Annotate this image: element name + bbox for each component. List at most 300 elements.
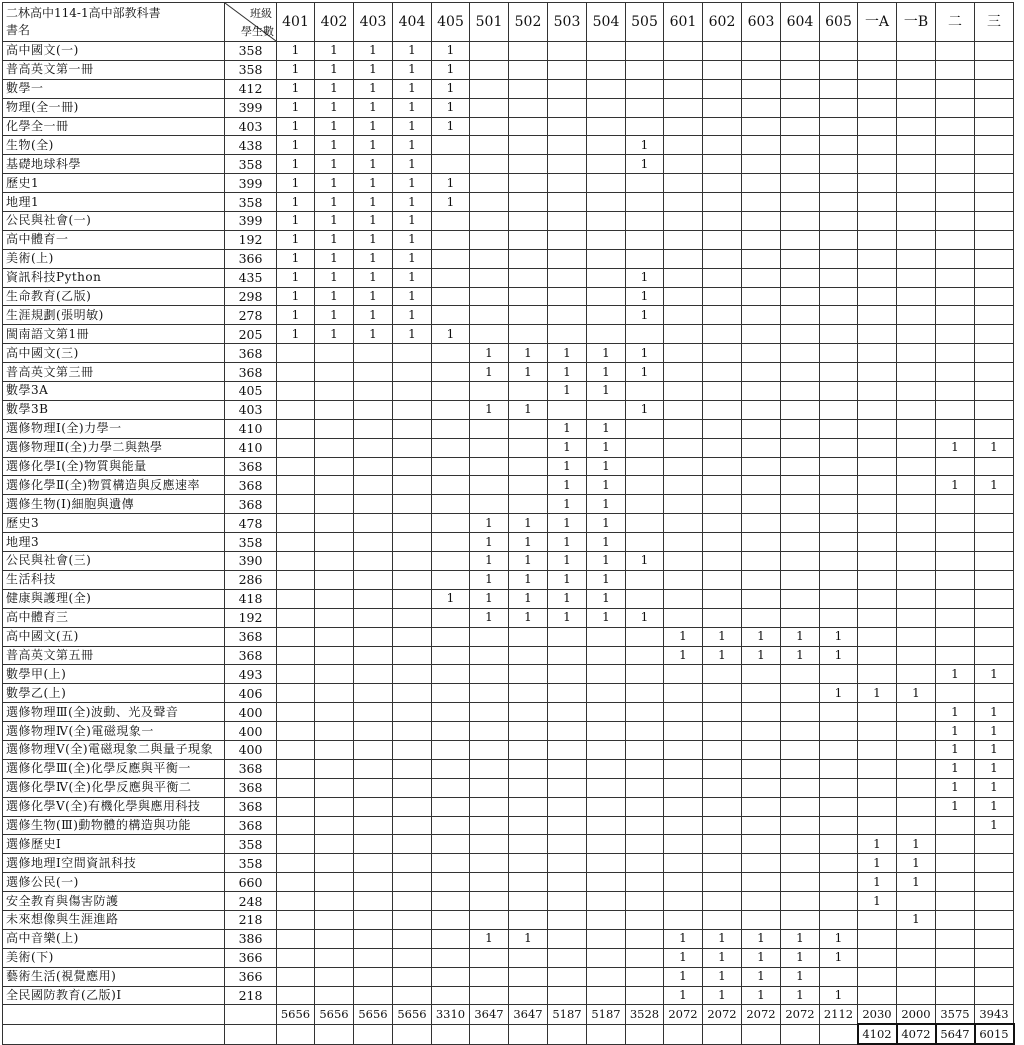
class-mark — [975, 552, 1014, 571]
student-count: 278 — [225, 306, 277, 325]
table-row — [3, 457, 1014, 476]
class-mark — [820, 60, 858, 79]
class-mark — [703, 325, 742, 344]
class-mark — [975, 419, 1014, 438]
header-corner-cell — [3, 3, 225, 42]
class-mark — [277, 627, 315, 646]
class-mark: 1 — [587, 438, 626, 457]
class-mark — [858, 514, 897, 533]
student-count: 368 — [225, 457, 277, 476]
class-mark — [781, 212, 820, 231]
student-count: 368 — [225, 363, 277, 382]
class-mark — [432, 608, 470, 627]
class-mark — [315, 684, 354, 703]
table-row — [3, 419, 1014, 438]
class-mark — [897, 627, 936, 646]
class-mark — [470, 230, 509, 249]
class-mark — [626, 249, 664, 268]
class-mark — [548, 722, 587, 741]
book-name: 高中國文(一) — [3, 42, 225, 61]
class-mark — [587, 759, 626, 778]
class-mark — [664, 797, 703, 816]
book-name: 高中體育一 — [3, 230, 225, 249]
class-mark — [781, 98, 820, 117]
class-mark: 1 — [470, 400, 509, 419]
class-mark: 1 — [509, 533, 548, 552]
class-mark — [626, 835, 664, 854]
class-mark — [587, 400, 626, 419]
class-mark — [975, 646, 1014, 665]
class-mark — [781, 514, 820, 533]
class-mark — [820, 910, 858, 929]
class-mark: 1 — [354, 230, 393, 249]
class-mark — [548, 797, 587, 816]
class-mark — [858, 306, 897, 325]
class-mark — [781, 79, 820, 98]
class-mark — [897, 778, 936, 797]
book-name: 普高英文第三冊 — [3, 363, 225, 382]
class-mark — [742, 155, 781, 174]
class-mark — [936, 98, 975, 117]
class-mark — [626, 514, 664, 533]
class-mark — [703, 382, 742, 401]
class-mark: 1 — [742, 986, 781, 1005]
class-mark: 1 — [470, 589, 509, 608]
class-mark — [277, 948, 315, 967]
class-mark: 1 — [470, 363, 509, 382]
class-mark — [432, 382, 470, 401]
class-mark — [626, 230, 664, 249]
class-mark: 1 — [587, 608, 626, 627]
class-mark — [742, 740, 781, 759]
class-mark — [703, 306, 742, 325]
class-mark — [858, 457, 897, 476]
blank-cell — [432, 1024, 470, 1044]
class-mark — [548, 873, 587, 892]
class-mark: 1 — [354, 174, 393, 193]
class-mark — [781, 155, 820, 174]
class-mark — [393, 759, 432, 778]
class-mark — [897, 419, 936, 438]
class-mark — [277, 533, 315, 552]
class-mark — [742, 570, 781, 589]
class-mark — [470, 79, 509, 98]
class-mark: 1 — [781, 948, 820, 967]
class-mark — [470, 948, 509, 967]
class-mark — [936, 400, 975, 419]
class-mark — [703, 722, 742, 741]
class-mark — [820, 457, 858, 476]
class-mark — [858, 325, 897, 344]
class-mark — [664, 778, 703, 797]
class-mark — [897, 306, 936, 325]
class-mark — [742, 79, 781, 98]
class-mark — [354, 363, 393, 382]
class-mark — [703, 344, 742, 363]
class-total: 5656 — [315, 1005, 354, 1024]
book-name: 選修化學Ⅱ(全)物質構造與反應速率 — [3, 476, 225, 495]
student-count: 368 — [225, 759, 277, 778]
class-mark — [975, 344, 1014, 363]
class-mark — [548, 79, 587, 98]
class-mark — [975, 98, 1014, 117]
class-mark — [509, 722, 548, 741]
table-row — [3, 533, 1014, 552]
class-mark — [509, 42, 548, 61]
table-row — [3, 174, 1014, 193]
class-mark — [626, 646, 664, 665]
class-mark — [548, 910, 587, 929]
class-mark — [509, 646, 548, 665]
class-mark: 1 — [393, 249, 432, 268]
class-mark — [470, 910, 509, 929]
grand-total: 4102 — [858, 1024, 897, 1044]
class-mark — [509, 854, 548, 873]
class-mark — [509, 79, 548, 98]
class-mark — [703, 363, 742, 382]
book-name: 藝術生活(視覺應用) — [3, 967, 225, 986]
class-mark — [432, 873, 470, 892]
class-mark — [664, 174, 703, 193]
class-mark: 1 — [393, 325, 432, 344]
student-count: 399 — [225, 174, 277, 193]
class-mark: 1 — [820, 948, 858, 967]
class-mark — [470, 835, 509, 854]
table-row — [3, 873, 1014, 892]
class-mark — [277, 835, 315, 854]
class-mark — [470, 816, 509, 835]
class-mark: 1 — [664, 986, 703, 1005]
book-name: 公民與社會(三) — [3, 552, 225, 571]
student-count: 368 — [225, 797, 277, 816]
class-mark — [858, 419, 897, 438]
book-name: 高中音樂(上) — [3, 929, 225, 948]
class-mark — [742, 533, 781, 552]
class-mark — [354, 873, 393, 892]
class-mark — [936, 249, 975, 268]
class-mark — [277, 759, 315, 778]
class-mark — [470, 495, 509, 514]
table-row — [3, 117, 1014, 136]
class-mark: 1 — [354, 325, 393, 344]
book-name: 安全教育與傷害防護 — [3, 892, 225, 911]
class-mark — [393, 684, 432, 703]
blank-cell — [470, 1024, 509, 1044]
class-mark — [626, 967, 664, 986]
class-mark — [393, 986, 432, 1005]
class-total: 3647 — [509, 1005, 548, 1024]
class-mark — [354, 778, 393, 797]
class-mark — [509, 438, 548, 457]
class-mark — [975, 382, 1014, 401]
class-mark — [858, 797, 897, 816]
class-mark — [975, 608, 1014, 627]
class-mark — [703, 533, 742, 552]
class-mark — [975, 495, 1014, 514]
blank-cell — [3, 1024, 225, 1044]
class-mark: 1 — [936, 438, 975, 457]
class-mark — [664, 98, 703, 117]
class-mark: 1 — [820, 627, 858, 646]
class-mark — [897, 193, 936, 212]
class-mark: 1 — [820, 929, 858, 948]
student-count: 366 — [225, 967, 277, 986]
class-mark — [742, 42, 781, 61]
class-mark — [703, 854, 742, 873]
textbook-table — [2, 2, 1015, 1045]
class-mark — [820, 79, 858, 98]
class-mark — [509, 98, 548, 117]
class-mark — [664, 306, 703, 325]
class-mark: 1 — [781, 967, 820, 986]
class-mark — [742, 589, 781, 608]
class-mark — [277, 363, 315, 382]
class-header-10: 601 — [664, 3, 703, 42]
class-mark — [820, 98, 858, 117]
book-name: 高中體育三 — [3, 608, 225, 627]
class-mark — [315, 382, 354, 401]
class-mark — [820, 325, 858, 344]
class-mark — [626, 816, 664, 835]
class-mark — [664, 419, 703, 438]
class-mark — [277, 684, 315, 703]
class-mark — [587, 268, 626, 287]
class-mark — [858, 136, 897, 155]
student-count: 248 — [225, 892, 277, 911]
table-row — [3, 249, 1014, 268]
class-mark: 1 — [626, 306, 664, 325]
class-mark — [664, 740, 703, 759]
class-header-6: 502 — [509, 3, 548, 42]
class-mark — [277, 419, 315, 438]
class-mark — [781, 268, 820, 287]
student-count: 435 — [225, 268, 277, 287]
class-mark — [432, 986, 470, 1005]
class-mark: 1 — [626, 363, 664, 382]
class-mark — [470, 722, 509, 741]
class-mark — [781, 854, 820, 873]
class-total: 5656 — [354, 1005, 393, 1024]
class-mark: 1 — [470, 608, 509, 627]
class-mark — [858, 759, 897, 778]
class-mark: 1 — [432, 98, 470, 117]
class-mark — [975, 117, 1014, 136]
class-mark — [975, 986, 1014, 1005]
class-mark — [781, 797, 820, 816]
class-mark: 1 — [626, 400, 664, 419]
class-mark — [587, 835, 626, 854]
class-total: 3647 — [470, 1005, 509, 1024]
class-mark — [742, 873, 781, 892]
class-mark: 1 — [393, 193, 432, 212]
class-mark — [470, 457, 509, 476]
student-count: 286 — [225, 570, 277, 589]
class-mark — [897, 948, 936, 967]
student-count: 410 — [225, 419, 277, 438]
class-mark — [897, 363, 936, 382]
class-mark: 1 — [897, 910, 936, 929]
class-mark — [587, 684, 626, 703]
student-count: 386 — [225, 929, 277, 948]
class-mark — [470, 174, 509, 193]
table-row — [3, 514, 1014, 533]
class-mark — [354, 476, 393, 495]
class-mark — [548, 60, 587, 79]
class-mark — [897, 212, 936, 231]
class-header-0: 401 — [277, 3, 315, 42]
class-mark — [315, 438, 354, 457]
table-row — [3, 570, 1014, 589]
blank-cell — [820, 1024, 858, 1044]
class-mark — [703, 910, 742, 929]
class-mark — [703, 174, 742, 193]
class-mark — [703, 438, 742, 457]
book-name: 資訊科技Python — [3, 268, 225, 287]
class-mark — [354, 759, 393, 778]
class-mark — [975, 589, 1014, 608]
table-row — [3, 703, 1014, 722]
class-mark: 1 — [781, 646, 820, 665]
class-mark: 1 — [858, 835, 897, 854]
class-mark — [936, 986, 975, 1005]
class-mark — [393, 948, 432, 967]
class-mark — [432, 400, 470, 419]
table-row — [3, 98, 1014, 117]
class-mark — [432, 212, 470, 231]
class-mark — [509, 495, 548, 514]
class-mark — [432, 344, 470, 363]
class-mark — [781, 665, 820, 684]
class-mark — [277, 382, 315, 401]
class-mark — [742, 514, 781, 533]
class-mark — [936, 627, 975, 646]
class-mark — [277, 740, 315, 759]
class-mark — [781, 552, 820, 571]
table-row — [3, 382, 1014, 401]
class-mark — [975, 136, 1014, 155]
class-mark — [897, 98, 936, 117]
class-mark — [897, 722, 936, 741]
class-mark — [315, 363, 354, 382]
table-row — [3, 495, 1014, 514]
class-mark — [509, 60, 548, 79]
class-mark — [277, 495, 315, 514]
class-mark: 1 — [626, 136, 664, 155]
class-mark — [664, 136, 703, 155]
class-mark — [742, 438, 781, 457]
class-mark: 1 — [742, 929, 781, 948]
class-total: 5656 — [393, 1005, 432, 1024]
class-mark — [626, 42, 664, 61]
table-row — [3, 155, 1014, 174]
class-mark: 1 — [975, 476, 1014, 495]
class-mark: 1 — [393, 42, 432, 61]
class-mark — [626, 382, 664, 401]
class-mark: 1 — [509, 344, 548, 363]
class-mark: 1 — [936, 476, 975, 495]
class-mark — [858, 552, 897, 571]
class-mark — [626, 873, 664, 892]
class-mark — [470, 759, 509, 778]
class-mark — [548, 174, 587, 193]
class-mark — [664, 910, 703, 929]
class-mark — [315, 552, 354, 571]
table-row — [3, 230, 1014, 249]
class-mark — [315, 419, 354, 438]
class-mark — [820, 363, 858, 382]
class-mark — [277, 552, 315, 571]
class-mark: 1 — [587, 457, 626, 476]
class-mark — [858, 344, 897, 363]
student-count: 399 — [225, 212, 277, 231]
book-name: 美術(上) — [3, 249, 225, 268]
class-total: 2072 — [703, 1005, 742, 1024]
class-mark — [975, 835, 1014, 854]
textbook-sheet — [2, 2, 1015, 1045]
class-mark — [393, 703, 432, 722]
class-mark — [936, 136, 975, 155]
book-name: 數學3A — [3, 382, 225, 401]
class-mark — [975, 873, 1014, 892]
class-mark: 1 — [354, 42, 393, 61]
class-mark — [781, 117, 820, 136]
class-mark: 1 — [587, 363, 626, 382]
student-count: 366 — [225, 948, 277, 967]
class-mark — [781, 60, 820, 79]
class-mark — [664, 382, 703, 401]
class-mark — [742, 212, 781, 231]
class-mark: 1 — [393, 174, 432, 193]
blank-cell — [742, 1024, 781, 1044]
class-mark — [509, 797, 548, 816]
class-mark: 1 — [703, 627, 742, 646]
class-mark — [626, 533, 664, 552]
student-count: 368 — [225, 344, 277, 363]
blank-cell — [703, 1024, 742, 1044]
class-mark: 1 — [742, 627, 781, 646]
class-header-2: 403 — [354, 3, 393, 42]
book-name: 數學3B — [3, 400, 225, 419]
class-mark: 1 — [897, 854, 936, 873]
class-mark — [820, 476, 858, 495]
class-mark — [897, 117, 936, 136]
book-name: 選修化學I(全)物質與能量 — [3, 457, 225, 476]
class-mark — [781, 230, 820, 249]
class-mark — [781, 816, 820, 835]
class-mark — [975, 514, 1014, 533]
class-mark — [548, 854, 587, 873]
blank-cell — [626, 1024, 664, 1044]
student-count: 368 — [225, 816, 277, 835]
class-mark — [626, 193, 664, 212]
class-mark: 1 — [315, 117, 354, 136]
class-mark — [277, 344, 315, 363]
class-mark — [897, 249, 936, 268]
class-mark — [393, 552, 432, 571]
class-mark — [509, 174, 548, 193]
class-mark — [664, 344, 703, 363]
class-mark: 1 — [975, 740, 1014, 759]
class-mark — [548, 759, 587, 778]
class-mark — [277, 589, 315, 608]
class-mark — [781, 740, 820, 759]
class-mark — [858, 476, 897, 495]
class-mark — [315, 570, 354, 589]
class-mark: 1 — [315, 212, 354, 231]
class-mark: 1 — [587, 476, 626, 495]
class-mark — [354, 438, 393, 457]
class-mark — [703, 117, 742, 136]
